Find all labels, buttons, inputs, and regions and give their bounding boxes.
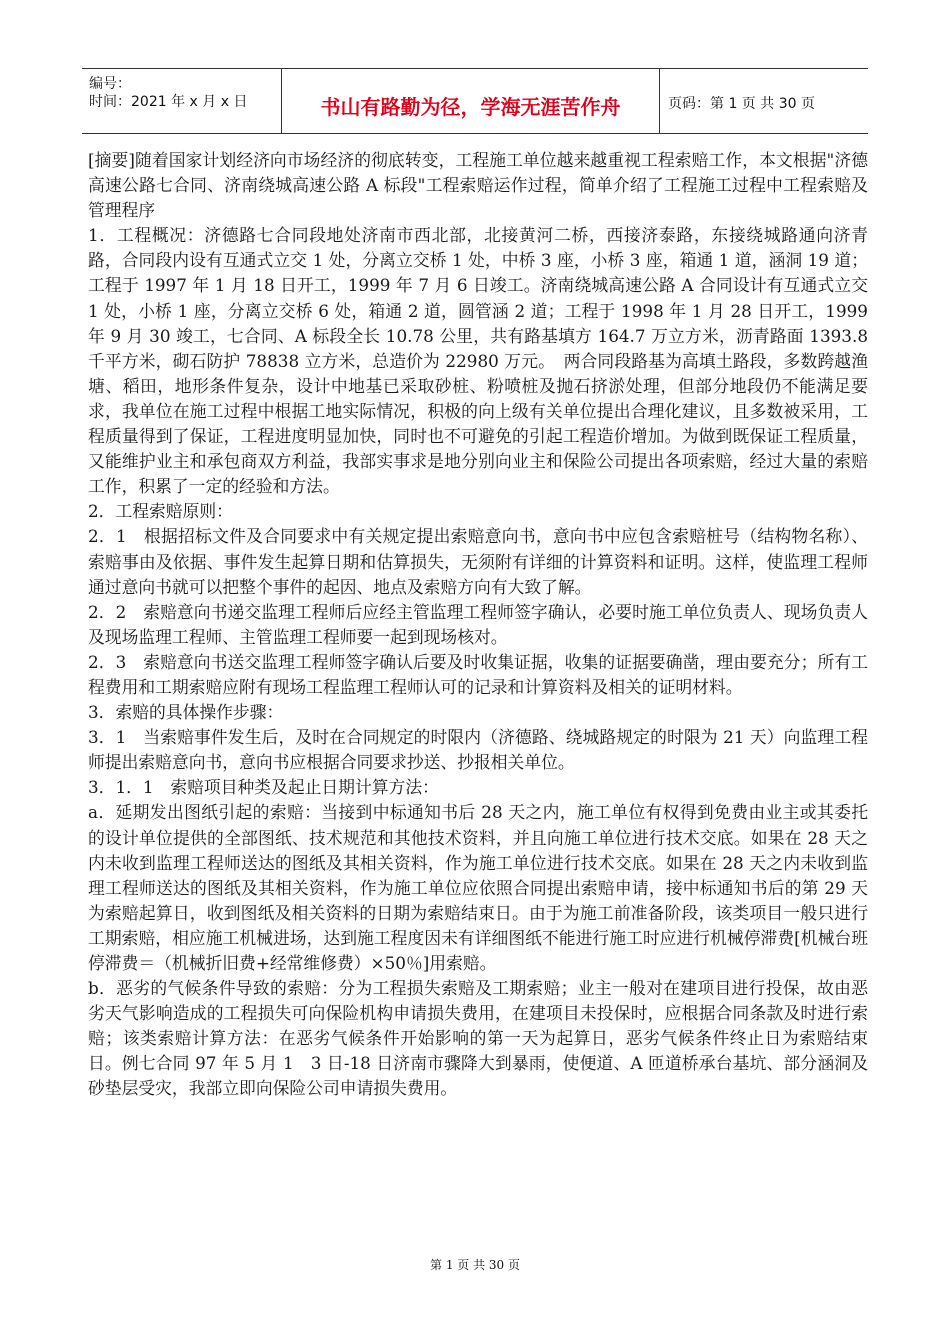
- document-body: [88, 148, 868, 1102]
- paragraph-principles-heading: 2．工程索赔原则：: [88, 501, 233, 522]
- paragraph-item-b: b．恶劣的气候条件导致的索赔：分为工程损失索赔及工期索赔；业主一般对在建项目进行投保，故由恶劣天气影响造成的工程损失可向保险机构申请损失费用，在建项目未投保时，应根据合同条款及时进行索赔；该类索赔计算方法：在恶劣气候条件开始影响的第一天为起算日，恶劣气候条件终止日为索赔结束日。例七合同 97 年 5 月 1 3 日-18 日济南市骤降大到暴雨，使便道、A 匝道桥承台基坑、部分涵洞及砂垫层受灾，我部立即向保险公司申请损失费用。: [88, 978, 868, 1099]
- paragraph-step-3-1-1: 3．1．1 索赔项目种类及起止日期计算方法：: [88, 777, 439, 798]
- paragraph-principle-2-3: 2．3 索赔意向书送交监理工程师签字确认后要及时收集证据，收集的证据要确凿，理由要充分；所有工程费用和工期索赔应附有现场工程监理工程师认可的记录和计算资料及相关的证明材料。: [88, 651, 868, 697]
- paragraph-principle-2-1: 2．1 根据招标文件及合同要求中有关规定提出索赔意向书，意向书中应包含索赔桩号（结构物名称）、索赔事由及依据、事件发生起算日期和估算损失，无须附有详细的计算资料和证明。这样，使监理工程师通过意向书就可以把整个事件的起因、地点及索赔方向有大致了解。: [88, 526, 868, 597]
- header-meta: [82, 69, 282, 133]
- number-label: 编号：: [89, 76, 131, 92]
- header-motto: 书山有路勤为径，学海无涯苦作舟: [282, 69, 660, 133]
- paragraph-principle-2-2: 2．2 索赔意向书递交监理工程师后应经主管监理工程师签字确认，必要时施工单位负责人、现场负责人及现场监理工程师、主管监理工程师要一起到现场核对。: [88, 601, 868, 647]
- paragraph-step-3-1: 3．1 当索赔事件发生后，及时在合同规定的时限内（济德路、绕城路规定的时限为 21 天）向监理工程师提出索赔意向书，意向书应根据合同要求抄送、抄报相关单位。: [88, 727, 868, 773]
- page-footer: 第 1 页 共 30 页: [430, 1258, 520, 1272]
- paragraph-steps-heading: 3．索赔的具体操作步骤：: [88, 702, 284, 723]
- paragraph-item-a: a．延期发出图纸引起的索赔：当接到中标通知书后 28 天之内，施工单位有权得到免费由业主或其委托的设计单位提供的全部图纸、技术规范和其他技术资料，并且向施工单位进行技术交底。如果在 28 天之内未收到监理工程师送达的图纸及其相关资料，作为施工单位进行技术交底。如果在 28 天之内未收到监理工程师送达的图纸及其相关资料，作为施工单位应依照合同提出索赔申请，接中标通知书后的第 29 天为索赔起算日，收到图纸及相关资料的日期为索赔结束日。由于为施工前准备阶段，该类项目一般只进行工期索赔，相应施工机械进场，达到施工程度因未有详细图纸不能进行施工时应进行机械停滞费[机械台班停滞费＝（机械折旧费+经常维修费）×50％]用索赔。: [88, 802, 868, 973]
- paragraph-abstract: [摘要]随着国家计划经济向市场经济的彻底转变，工程施工单位越来越重视工程索赔工作，本文根据"济德高速公路七合同、济南绕城高速公路 A 标段"工程索赔运作过程，简单介绍了工程施工过程中工程索赔及管理程序: [88, 150, 868, 221]
- header-page-label: 页码：第 1 页 共 30 页: [668, 96, 815, 112]
- paragraph-overview: 1．工程概况：济德路七合同段地处济南市西北部，北接黄河二桥，西接济泰路，东接绕城路通向济青路，合同段内设有互通式立交 1 处，分离立交桥 1 处，中桥 3 座，小桥 3 座，箱通 1 道，涵洞 19 道；工程于 1997 年 1 月 18 日开工，1999 年 7 月 6 日竣工。济南绕城高速公路 A 合同设计有互通式立交 1 处，小桥 1 座，分离立交桥 6 处，箱通 2 道，圆管涵 2 道；工程于 1998 年 1 月 28 日开工，1999 年 9 月 30 竣工，七合同、A 标段全长 10.78 公里，共有路基填方 164.7 万立方米，沥青路面 1393.8 千平方米，砌石防护 78838 立方米，总造价为 22980 万元。 两合同段路基为高填土路段，多数跨越渔塘、稻田，地形条件复杂，设计中地基已采取砂桩、粉喷桩及抛石挤淤处理，但部分地段仍不能满足要求，我单位在施工过程中根据工地实际情况，积极的向上级有关单位提出合理化建议，且多数被采用，工程质量得到了保证，工程进度明显加快，同时也不可避免的引起工程造价增加。为做到既保证工程质量，又能维护业主和承包商双方利益，我部实事求是地分别向业主和保险公司提出各项索赔，经过大量的索赔工作，积累了一定的经验和方法。: [88, 225, 868, 497]
- time-label: 时间：2021 年 x 月 x 日: [89, 94, 248, 110]
- page-header: [82, 68, 868, 134]
